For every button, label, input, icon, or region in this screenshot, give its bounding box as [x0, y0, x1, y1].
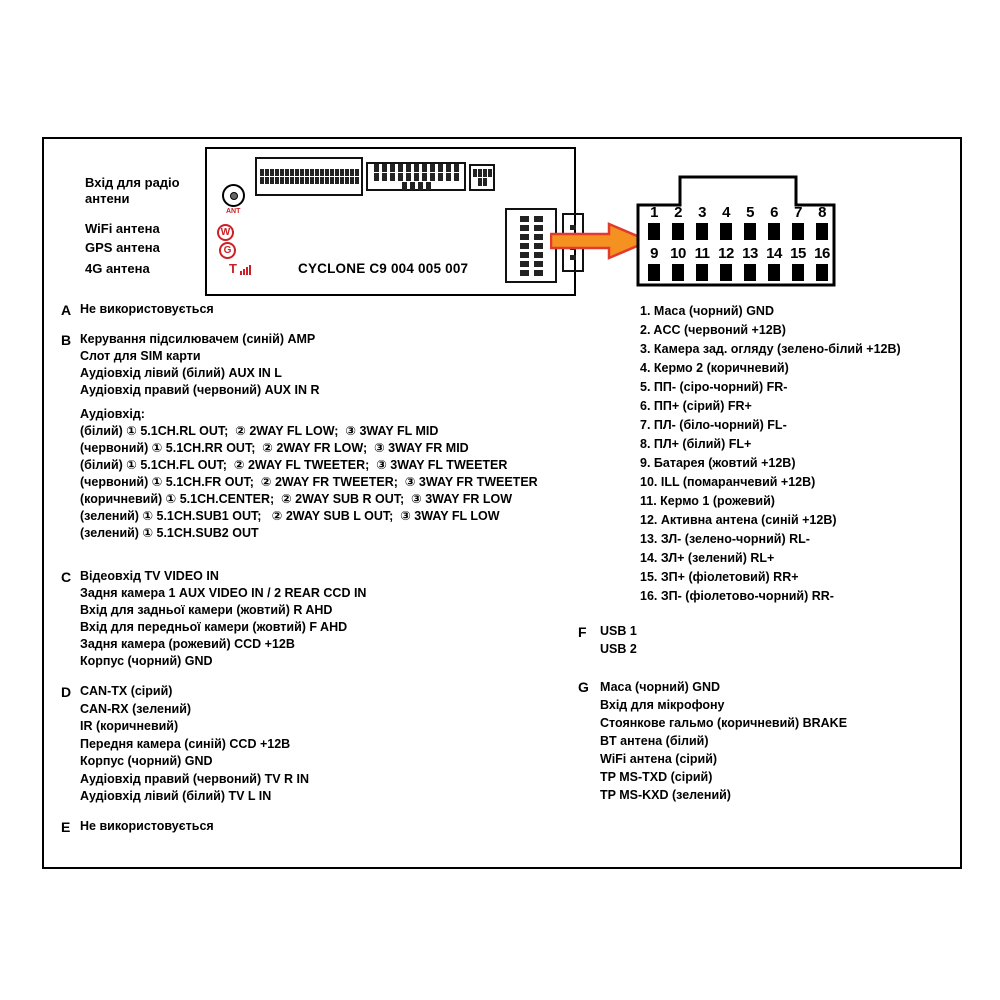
pin	[285, 169, 289, 176]
pin-cell	[690, 204, 714, 240]
pin-square	[768, 223, 780, 240]
pinout-item: 10. ILL (помаранчевий +12В)	[640, 475, 816, 489]
pin	[295, 177, 299, 184]
text-line: Передня камера (синій) CCD +12В	[80, 736, 291, 751]
pin	[454, 164, 459, 172]
text-line: Корпус (чорний) GND	[80, 654, 213, 668]
radio-antenna-port	[222, 184, 245, 207]
pin	[310, 169, 314, 176]
pin-square	[672, 264, 684, 281]
pin-cell	[642, 204, 666, 240]
pinout-item: 5. ПП- (сіро-чорний) FR-	[640, 380, 788, 394]
pin-square	[816, 264, 828, 281]
pin	[325, 169, 329, 176]
pin-square	[792, 264, 804, 281]
pin-square	[648, 264, 660, 281]
pin	[478, 178, 482, 186]
pin-cell	[762, 204, 786, 240]
pin	[418, 182, 423, 190]
pin-square	[768, 264, 780, 281]
text-line: (білий) ① 5.1CH.RL OUT; ② 2WAY FL LOW; ③ 3WAY FL MID	[80, 424, 439, 438]
section-letter-g: G	[578, 679, 589, 695]
text-line: Аудіовхід правий (червоний) AUX IN R	[80, 383, 320, 397]
text-line: Вхід для передньої камери (жовтий) F AHD	[80, 620, 348, 634]
pin-cell	[762, 245, 786, 281]
pin	[430, 173, 435, 181]
pin-cell	[714, 204, 738, 240]
pin	[350, 169, 354, 176]
pin	[270, 169, 274, 176]
pin	[280, 177, 284, 184]
pin	[414, 164, 419, 172]
pin-square	[720, 264, 732, 281]
pin-number: 7	[794, 204, 802, 221]
pin	[315, 169, 319, 176]
pin-cell	[690, 245, 714, 281]
label-4g-antenna: 4G антена	[85, 261, 150, 276]
pin-cell	[786, 245, 810, 281]
text-line: Не використовується	[80, 819, 214, 833]
section-f-lines	[600, 623, 637, 658]
text-line: Маса (чорний) GND	[600, 680, 721, 694]
pin-cell	[810, 245, 834, 281]
text-line: CAN-TX (сірий)	[80, 684, 173, 698]
pin-cell	[810, 204, 834, 240]
pin	[275, 169, 279, 176]
pin	[430, 164, 435, 172]
text-line: (білий) ① 5.1CH.FL OUT; ② 2WAY FL TWEETER; ③ 3WAY FL TWEETER	[80, 458, 508, 472]
pinout-item: 8. ПЛ+ (білий) FL+	[640, 437, 752, 451]
pin	[325, 177, 329, 184]
pin	[534, 261, 543, 267]
pin	[398, 164, 403, 172]
audio-input-heading: Аудіовхід:	[80, 407, 145, 421]
pinout-item: 9. Батарея (жовтий +12В)	[640, 456, 796, 470]
pin-number: 15	[790, 245, 806, 262]
rear-connector-block-1	[255, 157, 363, 196]
text-line: TP MS-KXD (зелений)	[600, 788, 731, 802]
text-line: (зелений) ① 5.1CH.SUB1 OUT; ② 2WAY SUB L OUT; ③ 3WAY FL LOW	[80, 509, 500, 523]
pin-square	[672, 223, 684, 240]
pin-cell	[786, 204, 810, 240]
pin	[260, 177, 264, 184]
pin	[534, 270, 543, 276]
pin	[295, 169, 299, 176]
pinout-item: 4. Кермо 2 (коричневий)	[640, 361, 789, 375]
pin	[355, 177, 359, 184]
section-letter-b: B	[61, 332, 72, 348]
section-a-lines	[80, 301, 214, 318]
section-letter-c: C	[61, 569, 72, 585]
pin	[335, 169, 339, 176]
section-c-lines	[80, 568, 366, 670]
pin-row-2	[642, 245, 834, 281]
text-line: Корпус (чорний) GND	[80, 754, 213, 768]
pin	[520, 261, 529, 267]
pin	[335, 177, 339, 184]
pinout-item: 14. ЗЛ+ (зелений) RL+	[640, 551, 775, 565]
pin	[438, 164, 443, 172]
pin	[280, 169, 284, 176]
section-letter-a: A	[61, 302, 72, 318]
text-line: USB 2	[600, 641, 637, 656]
text-line: Вхід для задньої камери (жовтий) R AHD	[80, 603, 333, 617]
pin-cell	[738, 204, 762, 240]
pinout-item: 15. ЗП+ (фіолетовий) RR+	[640, 570, 799, 584]
pin-grid	[472, 169, 492, 186]
pin	[483, 178, 487, 186]
pin-grid	[517, 215, 545, 277]
pin	[520, 216, 529, 222]
pin	[534, 243, 543, 249]
pin	[340, 169, 344, 176]
pin-number: 11	[694, 245, 710, 262]
pin	[534, 252, 543, 258]
pin	[520, 252, 529, 258]
pin-square	[720, 223, 732, 240]
model-label: CYCLONE C9 004 005 007	[298, 261, 469, 276]
pin-cell	[666, 204, 690, 240]
section-g-lines	[600, 678, 847, 804]
pin-number: 9	[650, 245, 658, 262]
pin	[290, 177, 294, 184]
text-line: Стоянкове гальмо (коричневий) BRAKE	[600, 716, 848, 730]
pinout-item: 16. ЗП- (фіолетово-чорний) RR-	[640, 589, 834, 603]
pin	[520, 270, 529, 276]
pinout-item: 2. ACC (червоний +12В)	[640, 323, 786, 337]
pin	[275, 177, 279, 184]
pin	[260, 169, 264, 176]
pin	[265, 169, 269, 176]
text-line: Відеовхід TV VIDEO IN	[80, 569, 219, 583]
text-line: Аудіовхід лівий (білий) AUX IN L	[80, 366, 282, 380]
text-line: USB 1	[600, 624, 637, 638]
gps-port: G	[219, 242, 236, 259]
section-b-lines	[80, 331, 319, 399]
pin-cell	[666, 245, 690, 281]
pin-square	[744, 264, 756, 281]
section-letter-d: D	[61, 684, 72, 700]
text-line: Керування підсилювачем (синій) AMP	[80, 332, 316, 346]
pin-row-1	[642, 204, 834, 240]
pin	[398, 173, 403, 181]
text-line: (червоний) ① 5.1CH.RR OUT; ② 2WAY FR LOW; ③ 3WAY FR MID	[80, 441, 469, 455]
section-letter-f: F	[578, 624, 587, 640]
text-line: (червоний) ① 5.1CH.FR OUT; ② 2WAY FR TWEETER; ③ 3WAY FR TWEETER	[80, 475, 538, 489]
pin	[520, 225, 529, 231]
ant-label: ANT	[226, 208, 241, 215]
antenna-pin-icon	[230, 192, 238, 200]
text-line: Не використовується	[80, 302, 214, 316]
pin-cell	[738, 245, 762, 281]
pin	[534, 216, 543, 222]
text-line: Слот для SIM карти	[80, 349, 201, 363]
section-e-lines	[80, 818, 214, 835]
pinout-item: 6. ПП+ (сірий) FR+	[640, 399, 752, 413]
pinout-item: 11. Кермо 1 (рожевий)	[640, 494, 775, 508]
pin	[390, 173, 395, 181]
pin	[410, 182, 415, 190]
pin	[330, 169, 334, 176]
pin	[406, 173, 411, 181]
section-d-lines	[80, 683, 309, 806]
text-line: IR (коричневий)	[80, 719, 179, 733]
rear-connector-block-2	[366, 162, 466, 191]
pin	[534, 234, 543, 240]
pin	[422, 173, 427, 181]
pin	[473, 169, 477, 177]
text-line: TP MS-TXD (сірий)	[600, 770, 713, 784]
text-line: (коричневий) ① 5.1CH.CENTER; ② 2WAY SUB R OUT; ③ 3WAY FR LOW	[80, 492, 513, 506]
pinout-item: 1. Маса (чорний) GND	[640, 304, 774, 318]
pin-number: 5	[746, 204, 754, 221]
text-line: (зелений) ① 5.1CH.SUB2 OUT	[80, 526, 259, 540]
pin	[270, 177, 274, 184]
pin-square	[696, 223, 708, 240]
section-b-audio-lines	[80, 423, 538, 542]
pin	[520, 234, 529, 240]
pin	[520, 243, 529, 249]
pin	[374, 164, 379, 172]
pin-grid	[259, 169, 359, 184]
pinout-list	[640, 302, 901, 606]
pinout-item: 3. Камера зад. огляду (зелено-білий +12В)	[640, 342, 901, 356]
pin	[438, 173, 443, 181]
pin-number: 1	[650, 204, 658, 221]
pin	[382, 164, 387, 172]
pin-square	[816, 223, 828, 240]
pin	[340, 177, 344, 184]
text-line: WiFi антена (сірий)	[600, 752, 718, 766]
4g-port-label: T	[229, 261, 237, 276]
text-line: BT антена (білий)	[600, 734, 709, 748]
pin	[300, 177, 304, 184]
pinout-item: 12. Активна антена (синій +12В)	[640, 513, 837, 527]
pin	[402, 182, 407, 190]
signal-bars-icon	[240, 265, 251, 275]
pinout-item: 13. ЗЛ- (зелено-чорний) RL-	[640, 532, 810, 546]
pin	[310, 177, 314, 184]
4g-port	[229, 262, 251, 275]
pin	[300, 169, 304, 176]
pin-number: 6	[770, 204, 778, 221]
pin	[345, 169, 349, 176]
pin-number: 14	[766, 245, 782, 262]
pinout-item: 7. ПЛ- (біло-чорний) FL-	[640, 418, 787, 432]
pin-square	[648, 223, 660, 240]
pin-number: 2	[674, 204, 682, 221]
text-line: Аудіовхід лівий (білий) TV L IN	[80, 789, 272, 803]
pin	[426, 182, 431, 190]
pin-number: 4	[722, 204, 730, 221]
pin-square	[696, 264, 708, 281]
pin-number: 16	[814, 245, 830, 262]
pin	[320, 177, 324, 184]
pin-number: 13	[742, 245, 758, 262]
label-gps-antenna: GPS антена	[85, 240, 160, 255]
pin	[315, 177, 319, 184]
pin-cell	[714, 245, 738, 281]
pin	[534, 225, 543, 231]
pin	[345, 177, 349, 184]
pin-number: 8	[818, 204, 826, 221]
pin	[483, 169, 487, 177]
pin	[446, 164, 451, 172]
pin	[285, 177, 289, 184]
pin	[414, 173, 419, 181]
pin	[478, 169, 482, 177]
text-line: Вхід для мікрофону	[600, 698, 725, 712]
pin	[422, 164, 427, 172]
pin	[355, 169, 359, 176]
pin-cell	[642, 245, 666, 281]
section-letter-e: E	[61, 819, 71, 835]
pin	[454, 173, 459, 181]
rear-connector-block-3	[469, 164, 495, 191]
pin-square	[744, 223, 756, 240]
pin	[305, 169, 309, 176]
wifi-port: W	[217, 224, 234, 241]
text-line: Задня камера (рожевий) CCD +12В	[80, 637, 295, 651]
pin	[374, 173, 379, 181]
pin	[330, 177, 334, 184]
pin-square	[792, 223, 804, 240]
text-line: Задня камера 1 AUX VIDEO IN / 2 REAR CCD IN	[80, 586, 367, 600]
pin	[350, 177, 354, 184]
pin	[446, 173, 451, 181]
pin	[390, 164, 395, 172]
pin-number: 12	[718, 245, 734, 262]
pin-number: 3	[698, 204, 706, 221]
text-line: Аудіовхід правий (червоний) TV R IN	[80, 771, 310, 786]
pin	[406, 164, 411, 172]
text-line: CAN-RX (зелений)	[80, 701, 192, 716]
pin	[382, 173, 387, 181]
pin-number: 10	[670, 245, 686, 262]
pin-grid	[370, 164, 462, 190]
pin	[320, 169, 324, 176]
label-wifi-antenna: WiFi антена	[85, 221, 160, 236]
pin	[290, 169, 294, 176]
pin	[265, 177, 269, 184]
pin	[305, 177, 309, 184]
label-radio-antenna: Вхід для радіо антени	[85, 175, 180, 206]
pin	[488, 169, 492, 177]
